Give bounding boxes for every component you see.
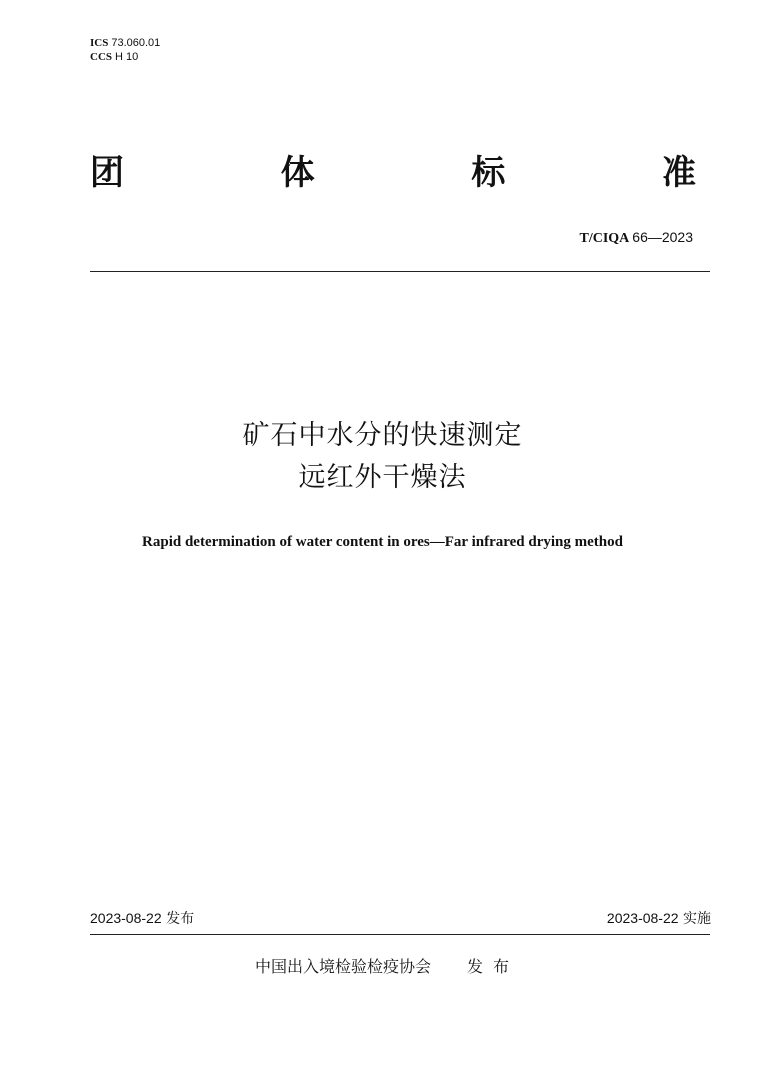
standard-type-char: 体 — [280, 153, 315, 193]
classification-codes — [90, 36, 160, 64]
standard-type-char: 团 — [90, 153, 124, 193]
chinese-title-line2: 远红外干燥法 — [298, 462, 467, 493]
ics-code: 73.060.01 — [111, 37, 161, 49]
chinese-title — [0, 415, 765, 499]
publisher-name: 中国出入境检验检疫协会 — [255, 957, 432, 976]
chinese-title-line1: 矿石中水分的快速测定 — [242, 420, 523, 451]
bottom-divider — [90, 934, 710, 935]
publish-date-value: 2023-08-22 — [90, 910, 162, 926]
standard-type-char: 准 — [661, 153, 696, 193]
implement-date — [607, 908, 711, 929]
implement-date-label: 实施 — [683, 911, 711, 927]
standard-type-char: 标 — [471, 153, 506, 193]
publisher-verb: 发布 — [467, 957, 520, 976]
ccs-label: CCS — [90, 51, 113, 63]
standard-code-prefix: T/CIQA — [579, 231, 630, 246]
implement-date-value: 2023-08-22 — [606, 910, 679, 926]
english-title: Rapid determination of water content in ores—Far infrared drying method — [142, 534, 623, 550]
ics-label: ICS — [90, 37, 109, 49]
ccs-code: H 10 — [115, 51, 139, 63]
ccs-line — [90, 50, 160, 64]
standard-code — [579, 228, 693, 248]
top-divider — [90, 271, 710, 272]
publish-date-label: 发布 — [166, 911, 195, 927]
publish-date — [90, 908, 194, 929]
publisher — [255, 956, 519, 978]
ics-line — [90, 36, 160, 50]
standard-type-heading — [90, 148, 696, 198]
standard-code-number: 66—2023 — [632, 229, 693, 245]
